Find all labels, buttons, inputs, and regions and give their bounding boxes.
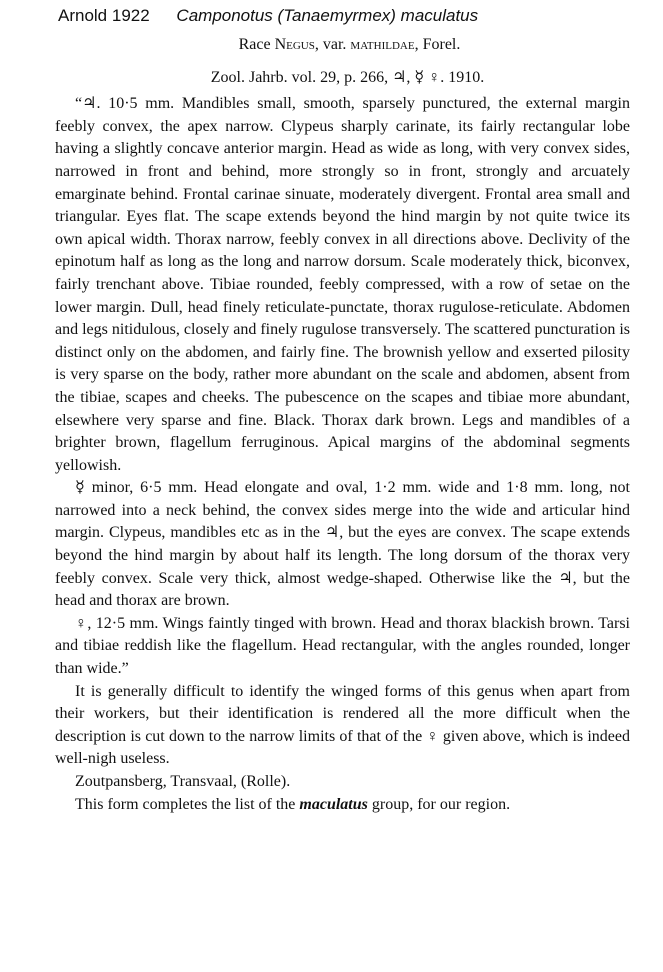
closing-text-after: group, for our region. [367,795,511,813]
race-line [69,34,630,57]
race-author: , Forel. [414,36,461,53]
paragraph-locality: Zoutpansberg, Transvaal, (Rolle). [75,773,291,790]
paragraph-closing [55,794,630,817]
var-name: mathildae [350,36,415,53]
paragraph-female-description: ♀, 12·5 mm. Wings faintly tinged with brown. Head and thorax blackish brown. Tarsi and tibiae reddish like the flagellum. Head rectangular, with the angles rounded, longer than wide.” [55,614,630,678]
page-header [58,6,478,26]
paragraph-soldier-description: “♃. 10·5 mm. Mandibles small, smooth, sparsely punctured, the external margin feebly convex, the apex narrow. Clypeus sharply carinate, its fairly rectangular lobe having a slightly concave anterior margin. Head as wide as long, with very convex sides, narrowed in front and behind, more strongly so in front, strongly and arcuately emarginate behind. Frontal carinae sinuate, moderately divergent. Frontal area small and triangular. Eyes flat. The scape extends beyond the hind margin by not quite twice its own apical width. Thorax narrow, feebly convex in all directions above. Declivity of the epinotum half as long as the long and narrow dorsum. Scale moderately thick, biconvex, fairly trenchant above. Tibiae rounded, feebly compressed, with a row of setae on the lower margin. Dull, head finely reticulate-punctate, thorax rugulose-reticulate. Abdomen and legs nitidulous, closely and finely rugulose transversely. The scattered puncturation is distinct only on the abdomen, and fairly fine. The brownish yellow and exserted pilosity is very sparse on the body, rather more abundant on the scale and abdomen, absent from the tibiae, scapes and cheeks. The pubescence on the scapes and tibiae more abundant, elsewhere very sparse and fine. Black. Thorax dark brown. Legs and mandibles of a brighter brown, flagellum ferruginous. Apical margins of the abdominal segments yellowish. [55,95,630,474]
document-body [55,34,630,816]
header-author-year: Arnold 1922 [58,6,150,25]
race-name: Negus [274,36,315,53]
header-species-name: Camponotus (Tanaemyrmex) maculatus [176,6,479,25]
closing-group-name: maculatus [299,795,368,813]
closing-text-before: This form completes the list of the [75,795,300,813]
literature-reference: Zool. Jahrb. vol. 29, p. 266, ♃, ☿ ♀. 1910. [210,68,485,86]
race-word: Race [238,36,271,53]
paragraph-remark: It is generally difficult to identify the winged forms of this genus when apart from their workers, but their identification is rendered all the more difficult when the description is cut down to the narrow limits of that of the ♀ given above, which is indeed well-nigh useless. [55,682,630,768]
var-word: , var. [314,36,347,53]
paragraph-worker-minor-description: ☿ minor, 6·5 mm. Head elongate and oval, 1·2 mm. wide and 1·8 mm. long, not narrowed into a neck behind, the convex sides merge into the wide and articular hind margin. Clypeus, mandibles etc as in the ♃, but the eyes are convex. The scape extends beyond the hind margin by about half its length. The long dorsum of the thorax very feebly convex. Scale very thick, almost wedge-shaped. Otherwise like the ♃, but the head and thorax are brown. [55,479,630,610]
